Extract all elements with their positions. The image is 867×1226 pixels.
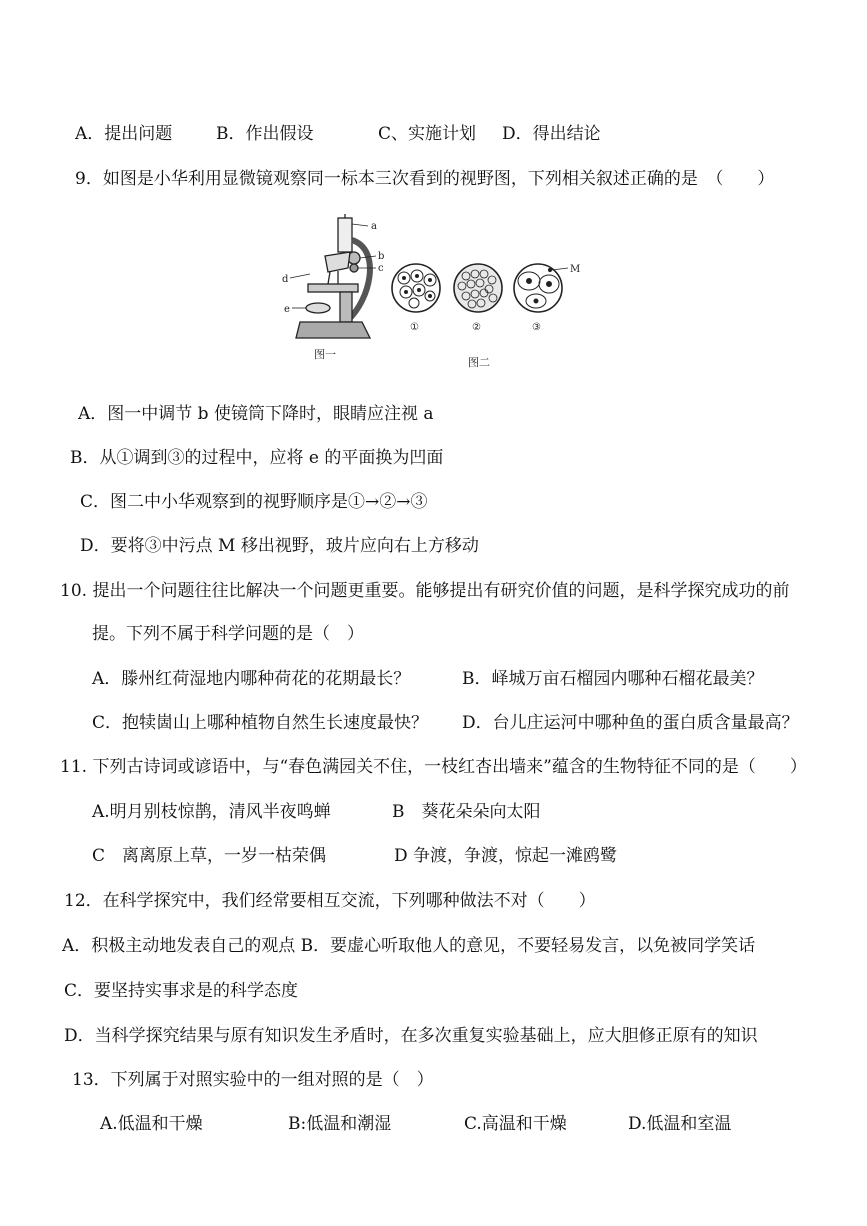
q11-stem: 11. 下列古诗词或谚语中，与“春色满园关不住，一枝红杏出墙来”蕴含的生物特征不同的是（ ） (60, 757, 807, 777)
q11-option-c: C 离离原上草，一岁一枯荣偶 (92, 846, 327, 866)
q12-option-d: D．当科学探究结果与原有知识发生矛盾时，在多次重复实验基础上，应大胆修正原有的知识 (64, 1026, 758, 1046)
view-1 (392, 264, 440, 312)
q13-option-d: D.低温和室温 (628, 1114, 732, 1134)
q8-option-a: A．提出问题 (75, 124, 173, 144)
q12-option-ab: A．积极主动地发表自己的观点 B．要虚心听取他人的意见，不要轻易发言，以免被同学笑话 (62, 936, 756, 956)
q8-option-b: B．作出假设 (216, 124, 314, 144)
label-d: d (282, 274, 289, 285)
q11-option-d: D 争渡，争渡，惊起一滩鸥鹭 (394, 846, 618, 866)
view-label-1: ① (410, 322, 419, 333)
view-2 (454, 264, 502, 312)
q9-option-a: A．图一中调节 b 使镜筒下降时，眼睛应注视 a (78, 404, 434, 424)
q11-option-b: B 葵花朵朵向太阳 (392, 802, 541, 822)
q9-option-c: C．图二中小华观察到的视野顺序是①→②→③ (80, 492, 428, 512)
q10-stem-line2: 提。下列不属于科学问题的是（ ） (92, 624, 364, 644)
q10-stem-line1: 10. 提出一个问题往往比解决一个问题更重要。能够提出有研究价值的问题，是科学探究成功的前 (60, 581, 790, 601)
microscope-diagram (270, 210, 590, 380)
label-c: c (378, 263, 384, 274)
label-e: e (284, 304, 290, 315)
q13-option-b: B:低温和潮湿 (288, 1114, 392, 1134)
q13-option-a: A.低温和干燥 (100, 1114, 203, 1134)
label-m: M (570, 264, 581, 275)
q12-stem: 12．在科学探究中，我们经常要相互交流，下列哪种做法不对（ ） (64, 891, 596, 911)
q10-option-d: D．台儿庄运河中哪种鱼的蛋白质含量最高？ (462, 713, 799, 733)
q10-option-a: A．滕州红荷湿地内哪种荷花的花期最长？ (92, 669, 411, 689)
view-3 (514, 264, 568, 312)
label-a: a (371, 221, 377, 232)
caption-figure-2: 图二 (468, 356, 490, 369)
view-label-2: ② (472, 322, 481, 333)
q10-option-b: B．峄城万亩石榴园内哪种石榴花最美？ (462, 669, 764, 689)
q12-option-c: C．要坚持实事求是的科学态度 (64, 981, 299, 1001)
caption-figure-1: 图一 (314, 348, 336, 361)
q13-stem: 13．下列属于对照实验中的一组对照的是（ ） (72, 1070, 434, 1090)
q8-option-d: D．得出结论 (502, 124, 601, 144)
microscope-figure (270, 210, 590, 380)
q9-stem: 9．如图是小华利用显微镜观察同一标本三次看到的视野图，下列相关叙述正确的是 （ ） (75, 169, 775, 189)
q9-option-d: D．要将③中污点 M 移出视野，玻片应向右上方移动 (80, 536, 479, 556)
q11-option-a: A.明月别枝惊鹊，清风半夜鸣蝉 (92, 802, 331, 822)
q8-option-c: C、实施计划 (378, 124, 477, 144)
q13-option-c: C.高温和干燥 (464, 1114, 567, 1134)
q9-option-b: B．从①调到③的过程中，应将 e 的平面换为凹面 (70, 448, 444, 468)
view-label-3: ③ (532, 322, 541, 333)
microscope-illustration (290, 214, 376, 338)
label-b: b (378, 251, 385, 262)
q10-option-c: C．抱犊崮山上哪种植物自然生长速度最快？ (92, 713, 429, 733)
